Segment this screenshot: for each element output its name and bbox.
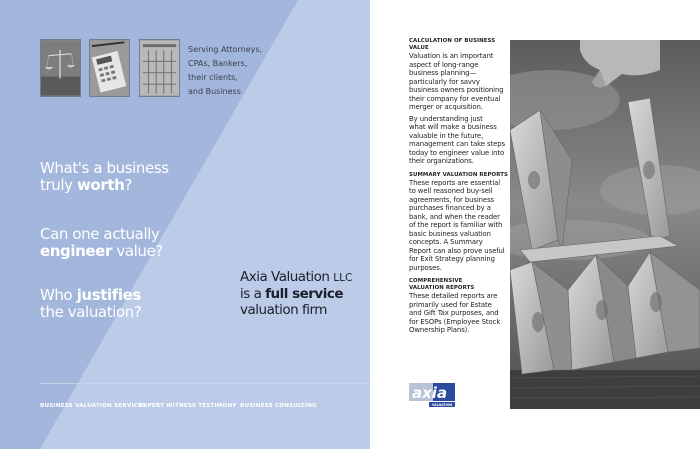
paragraph: These reports are essential to well reasoned buy-sell agreements, for business purchases financed by a bank, and when the reader of the report is familiar with basic business valuation concepts. A Summary Report can also prove useful for Exit Strategy planning purposes. bbox=[409, 178, 505, 272]
section-title: SUMMARY VALUATION REPORTS bbox=[409, 171, 508, 178]
section-calculation bbox=[409, 38, 509, 166]
section-title: COMPREHENSIVE bbox=[409, 278, 463, 284]
serving-line: and Business bbox=[188, 87, 241, 96]
serving-text bbox=[188, 43, 278, 99]
section-comprehensive bbox=[409, 278, 509, 335]
section-summary bbox=[409, 172, 509, 273]
service-business-consulting: BUSINESS CONSULTING bbox=[240, 403, 317, 409]
company-tagline: Axia Valuation LLC is a full service valuation firm bbox=[240, 269, 353, 318]
question-engineer: Can one actually engineer value? bbox=[40, 225, 163, 260]
section-title: VALUATION REPORTS bbox=[409, 285, 475, 291]
service-business-valuation: BUSINESS VALUATION SERVICES bbox=[40, 403, 147, 409]
calculator-image bbox=[89, 39, 130, 97]
question-justifies: Who justifies the valuation? bbox=[40, 286, 142, 321]
serving-line: CPAs, Bankers, bbox=[188, 59, 248, 68]
serving-line: their clients, bbox=[188, 73, 238, 82]
paragraph: These detailed reports are primarily used for Estate and Gift Tax purposes, and for ESOPs (Employee Stock Ownership Plans). bbox=[409, 292, 501, 334]
section-title: CALCULATION OF BUSINESS VALUE bbox=[409, 38, 496, 51]
services-description bbox=[409, 38, 509, 341]
question-worth: What's a business truly worth? bbox=[40, 159, 169, 194]
divider bbox=[40, 383, 370, 384]
serving-line: Serving Attorneys, bbox=[188, 45, 263, 54]
service-expert-witness: EXPERT WITNESS TESTIMONY bbox=[139, 403, 237, 409]
svg-text:VALUATION: VALUATION bbox=[432, 403, 453, 407]
house-of-cards-photo bbox=[510, 40, 700, 409]
axia-logo bbox=[409, 380, 455, 408]
svg-text:axia: axia bbox=[412, 384, 448, 402]
scales-of-justice-image bbox=[40, 39, 81, 97]
building-image bbox=[139, 39, 180, 97]
paragraph: By understanding just what will make a business valuable in the future, management can take steps today to engineer value into their organizations. bbox=[409, 114, 506, 165]
paragraph: Valuation is an important aspect of long-range business planning— particularly for savvy business owners positioning their company for eventual merger or acquisition. bbox=[409, 52, 504, 111]
